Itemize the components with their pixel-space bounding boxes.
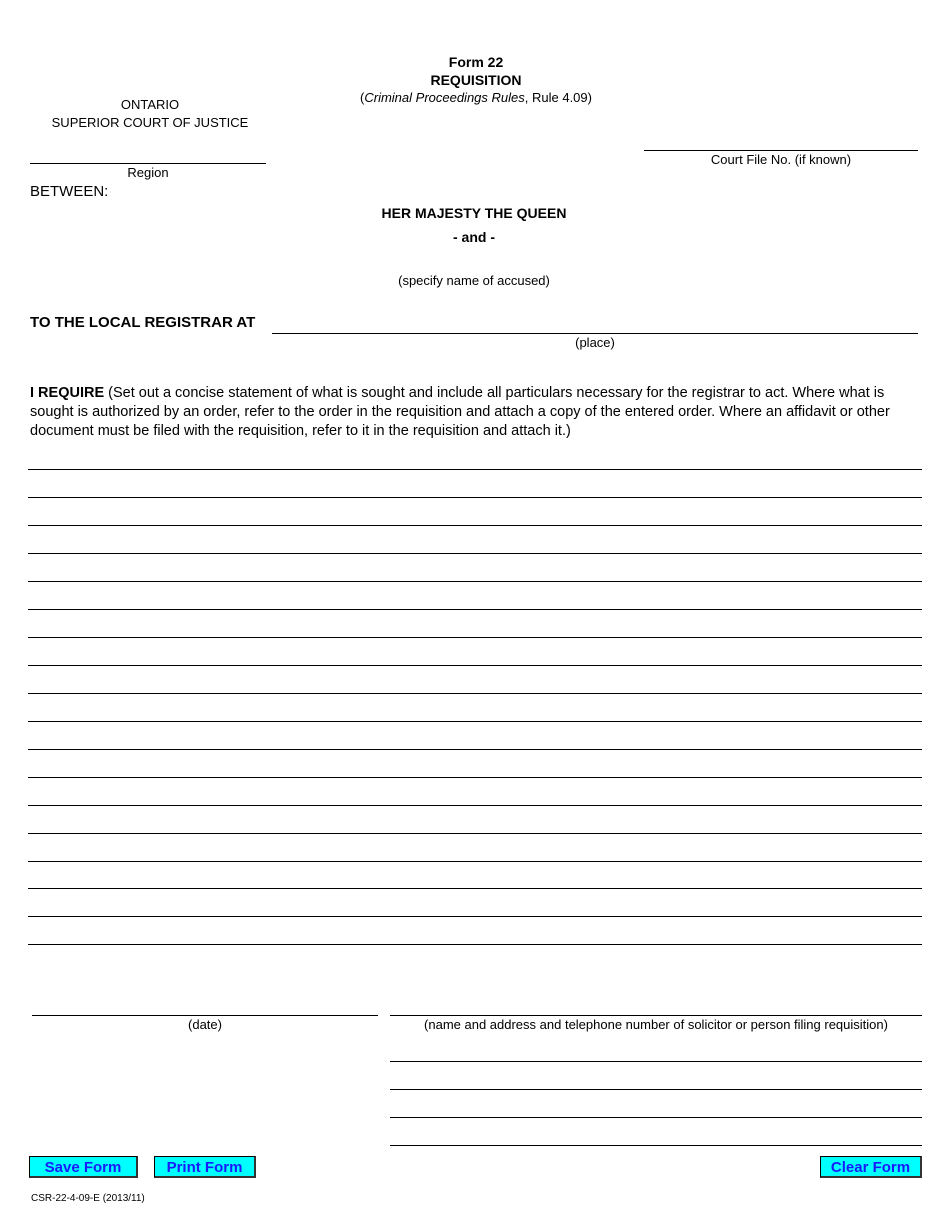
ruled-line xyxy=(28,553,922,554)
date-label: (date) xyxy=(188,1017,222,1032)
clear-form-button[interactable]: Clear Form xyxy=(820,1156,922,1178)
crown-party: HER MAJESTY THE QUEEN xyxy=(381,205,567,221)
accused-label: (specify name of accused) xyxy=(398,273,550,288)
form-code: CSR-22-4-09-E (2013/11) xyxy=(31,1193,145,1204)
rule-open: ( xyxy=(360,90,365,105)
region-field[interactable] xyxy=(30,163,266,164)
ruled-line xyxy=(28,525,922,526)
ruled-line xyxy=(28,637,922,638)
filer-address-line[interactable] xyxy=(390,1089,922,1090)
ruled-line xyxy=(28,805,922,806)
requirement-text: (Set out a concise statement of what is sought and include all particulars necessary for the registrar to act. Where what is sought is authorized by an order, refer to the order in the requisition and attach a copy of the entered order. Where an affidavit or other document must be filed with the requisition, refer to it in the requisition and attach it.) xyxy=(30,385,890,439)
date-field[interactable] xyxy=(32,1015,378,1016)
print-form-button[interactable]: Print Form xyxy=(154,1156,256,1178)
ruled-line xyxy=(28,916,922,917)
ruled-line xyxy=(28,665,922,666)
jurisdiction: ONTARIO xyxy=(120,97,180,112)
form-number: Form 22 xyxy=(448,54,504,70)
filer-label: (name and address and telephone number of solicitor or person filing requisition) xyxy=(424,1017,888,1032)
court-name: SUPERIOR COURT OF JUSTICE xyxy=(51,115,249,130)
requirement-instructions xyxy=(30,384,910,441)
save-form-button[interactable]: Save Form xyxy=(29,1156,138,1178)
requirement-lead: I REQUIRE xyxy=(30,385,105,401)
ruled-line xyxy=(28,721,922,722)
court-file-number-field[interactable] xyxy=(644,150,918,151)
region-label: Region xyxy=(127,165,169,180)
ruled-line xyxy=(28,944,922,945)
between-label: BETWEEN: xyxy=(30,183,109,200)
ruled-line xyxy=(28,693,922,694)
ruled-line xyxy=(28,861,922,862)
rule-reference xyxy=(300,90,652,105)
filer-address-line[interactable] xyxy=(390,1061,922,1062)
filer-field[interactable] xyxy=(390,1015,922,1016)
place-label: (place) xyxy=(575,335,615,350)
ruled-line xyxy=(28,609,922,610)
rule-rest: , Rule 4.09) xyxy=(524,90,592,105)
form-title: REQUISITION xyxy=(430,72,522,88)
and-label: - and - xyxy=(453,229,495,245)
registrar-label: TO THE LOCAL REGISTRAR AT xyxy=(30,314,256,331)
ruled-line xyxy=(28,469,922,470)
registrar-place-field[interactable] xyxy=(272,333,918,334)
ruled-line xyxy=(28,749,922,750)
ruled-line xyxy=(28,497,922,498)
ruled-line xyxy=(28,888,922,889)
filer-address-line[interactable] xyxy=(390,1117,922,1118)
court-file-label: Court File No. (if known) xyxy=(710,152,852,167)
ruled-line xyxy=(28,833,922,834)
filer-address-line[interactable] xyxy=(390,1145,922,1146)
ruled-line xyxy=(28,581,922,582)
accused-name-field[interactable] xyxy=(200,252,750,270)
ruled-line xyxy=(28,777,922,778)
rule-italic: Criminal Proceedings Rules xyxy=(364,90,525,105)
